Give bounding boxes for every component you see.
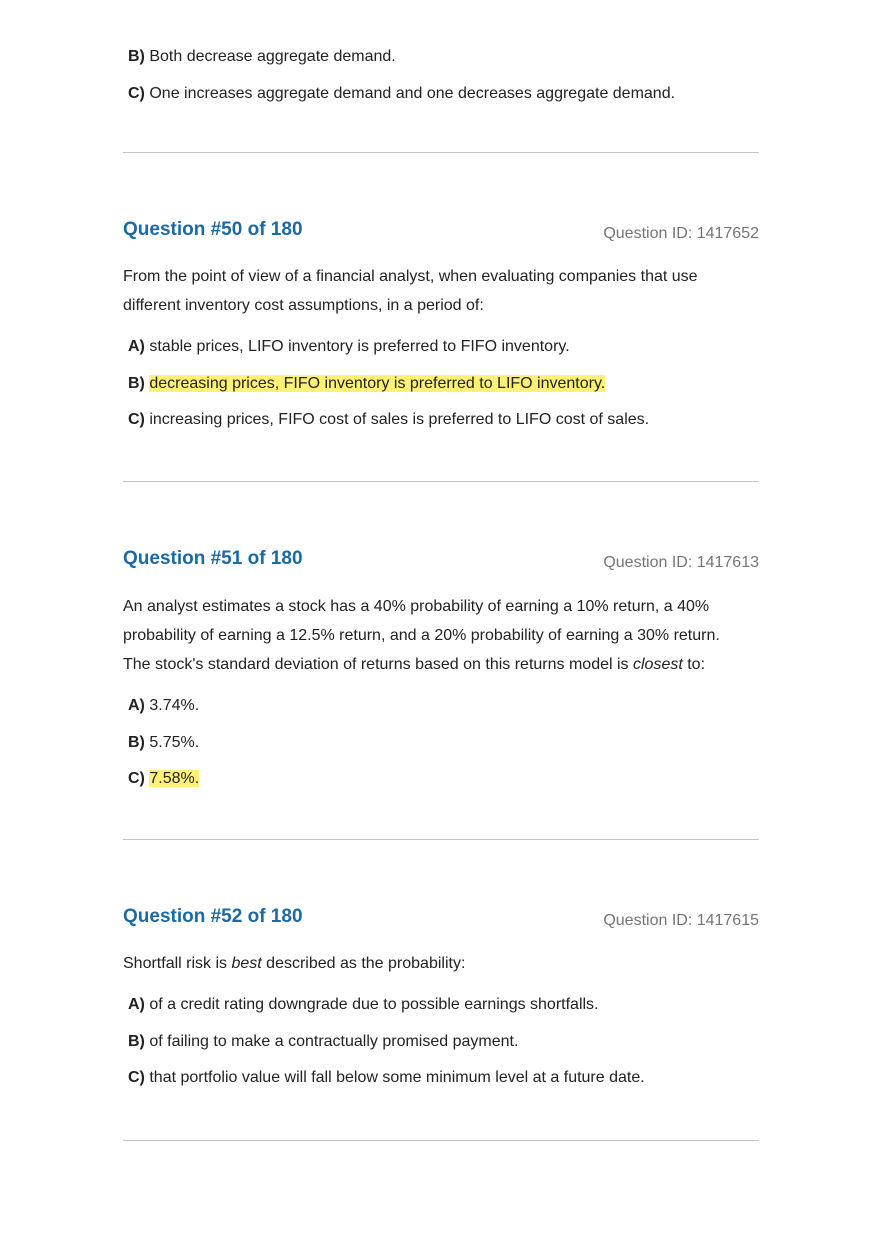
stem-line xyxy=(123,949,759,978)
question-stem xyxy=(123,592,759,679)
option-letter: C) xyxy=(128,770,145,787)
stem-text: The stock's standard deviation of returns based on this returns model is xyxy=(123,656,633,673)
question-50 xyxy=(123,215,759,432)
option-letter: A) xyxy=(128,996,145,1013)
option-text: 3.74%. xyxy=(149,697,200,714)
option-c[interactable] xyxy=(123,408,759,432)
option-letter: C) xyxy=(128,1069,145,1086)
option-letter: B) xyxy=(128,48,145,65)
option-letter: C) xyxy=(128,85,145,102)
question-title: Question #52 of 180 xyxy=(123,906,303,927)
option-text: 7.58%. xyxy=(149,770,200,787)
option-letter: B) xyxy=(128,375,145,392)
stem-text: described as the probability: xyxy=(261,955,466,972)
option-b xyxy=(123,45,759,82)
option-text: Both decrease aggregate demand. xyxy=(149,48,396,65)
option-a[interactable] xyxy=(123,335,759,372)
stem-emphasis: best xyxy=(231,955,262,972)
question-header xyxy=(123,215,759,245)
option-c-highlighted[interactable] xyxy=(123,767,759,791)
option-c[interactable] xyxy=(123,1066,759,1090)
stem-line: From the point of view of a financial analyst, when evaluating companies that use xyxy=(123,268,698,285)
option-text: stable prices, LIFO inventory is preferred to FIFO inventory. xyxy=(149,338,570,355)
option-a[interactable] xyxy=(123,993,759,1030)
question-id: Question ID: 1417615 xyxy=(603,912,759,929)
question-stem xyxy=(123,262,759,320)
question-stem xyxy=(123,949,759,978)
question-header xyxy=(123,902,759,932)
option-c xyxy=(123,82,759,106)
stem-line: An analyst estimates a stock has a 40% probability of earning a 10% return, a 40% xyxy=(123,598,710,615)
option-text: that portfolio value will fall below some minimum level at a future date. xyxy=(149,1069,645,1086)
answer-options xyxy=(123,993,759,1090)
option-text: increasing prices, FIFO cost of sales is preferred to LIFO cost of sales. xyxy=(149,411,650,428)
stem-line: different inventory cost assumptions, in a period of: xyxy=(123,297,484,314)
option-text: One increases aggregate demand and one decreases aggregate demand. xyxy=(149,85,676,102)
stem-text: to: xyxy=(682,656,706,673)
question-51 xyxy=(123,544,759,791)
question-divider xyxy=(123,839,759,840)
option-letter: B) xyxy=(128,1033,145,1050)
option-a[interactable] xyxy=(123,694,759,731)
option-letter: A) xyxy=(128,338,145,355)
question-title: Question #50 of 180 xyxy=(123,219,303,240)
stem-text: Shortfall risk is xyxy=(123,955,232,972)
question-52 xyxy=(123,902,759,1090)
question-id: Question ID: 1417652 xyxy=(603,225,759,242)
option-letter: A) xyxy=(128,697,145,714)
option-letter: B) xyxy=(128,734,145,751)
option-text: of a credit rating downgrade due to possible earnings shortfalls. xyxy=(149,996,599,1013)
question-header xyxy=(123,544,759,574)
option-b[interactable] xyxy=(123,1030,759,1066)
option-letter: C) xyxy=(128,411,145,428)
option-b-highlighted[interactable] xyxy=(123,372,759,408)
answer-options xyxy=(123,335,759,432)
option-b[interactable] xyxy=(123,731,759,767)
question-divider xyxy=(123,1140,759,1141)
stem-emphasis: closest xyxy=(632,656,683,673)
option-text: decreasing prices, FIFO inventory is preferred to LIFO inventory. xyxy=(149,375,606,392)
stem-line xyxy=(123,650,759,679)
stem-line: probability of earning a 12.5% return, and a 20% probability of earning a 30% return. xyxy=(123,627,720,644)
option-text: of failing to make a contractually promised payment. xyxy=(149,1033,519,1050)
question-title: Question #51 of 180 xyxy=(123,548,303,569)
option-text: 5.75%. xyxy=(149,734,200,751)
question-id: Question ID: 1417613 xyxy=(603,554,759,571)
prev-question-options xyxy=(123,45,759,106)
question-divider xyxy=(123,152,759,153)
answer-options xyxy=(123,694,759,791)
question-divider xyxy=(123,481,759,482)
